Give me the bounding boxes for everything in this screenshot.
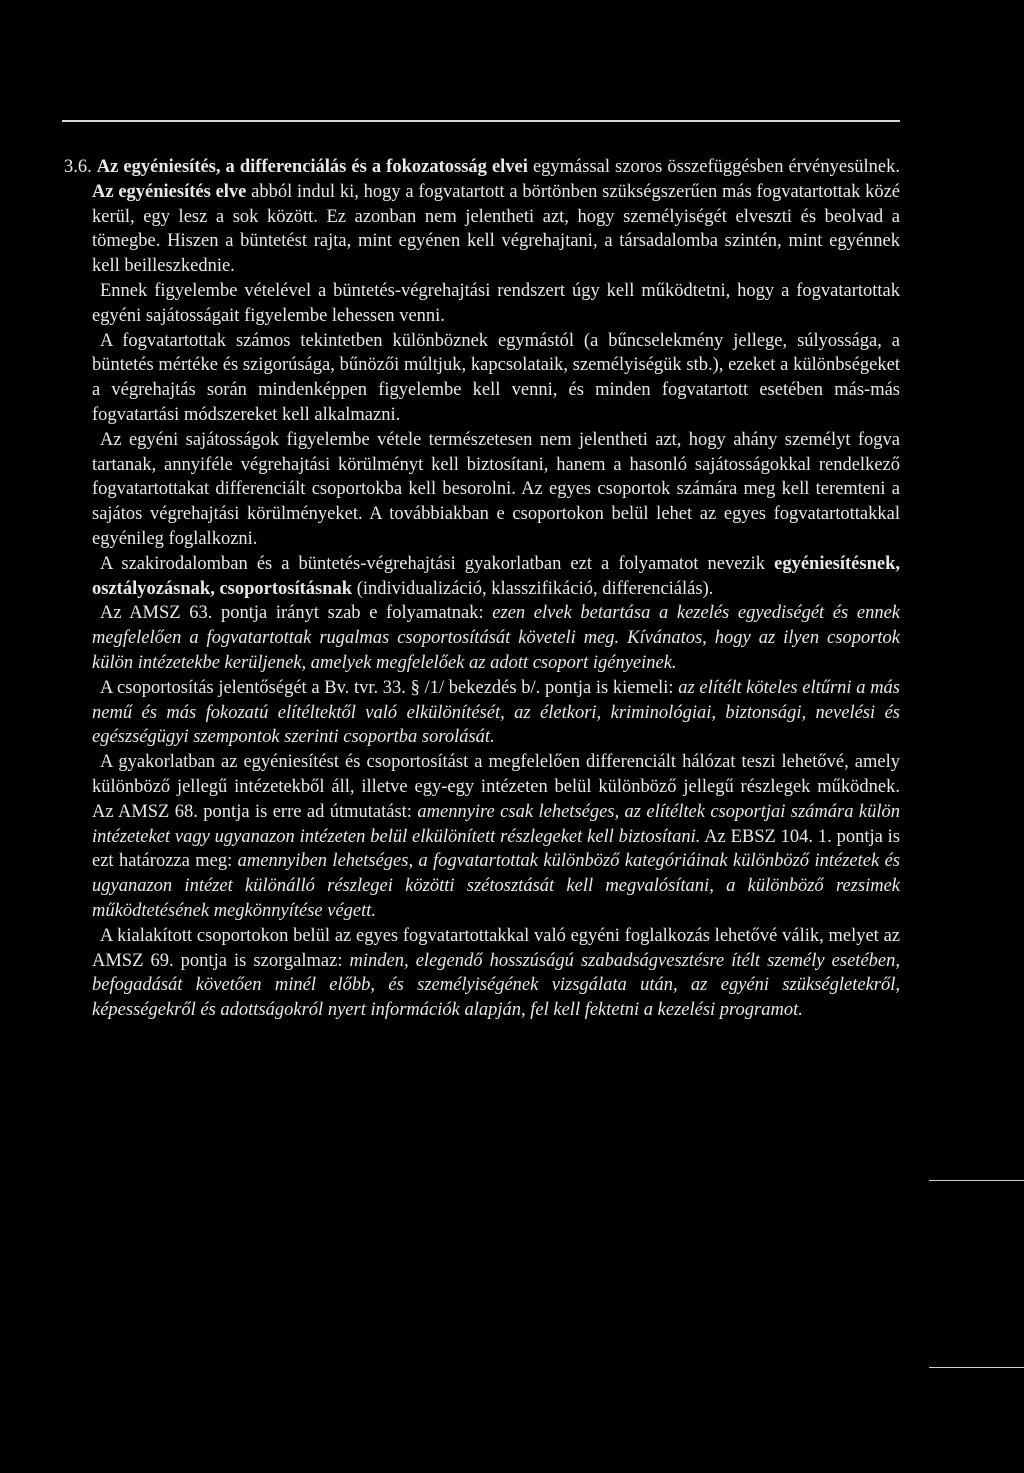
bold-term: Az egyéniesítés elve xyxy=(92,181,247,202)
text-span: A kialakított csoportokon belül az egyes fogvatartottakkal való egyéni foglalkozás lehetővé válik, melyet az AMSZ 69. pontja is szorgalmaz: xyxy=(92,925,900,971)
text-span: Az AMSZ 63. pontja irányt szab e folyamatnak: xyxy=(100,603,493,624)
text-span: abból indul ki, hogy a fogvatartott a börtönben szükségszerűen más fogvatartottak közé kerül, egy lesz a sok között. Ez azonban nem jelentheti azt, hogy személyiségét elveszti és beolvad a tömegbe. Hiszen a büntetést rajta, mint egyénen kell végrehajtani, a társadalomba szintén, mint egyénnek kell beilleszkednie. xyxy=(92,181,901,277)
paragraph: Az egyéni sajátosságok figyelembe vétele természetesen nem jelentheti azt, hogy ahány személyt fogva tartanak, annyiféle végrehajtási körülményt kell biztosítani, hanem a hasonló sajátosságokkal rendelkező fogvatartottakat differenciált csoportokba kell besorolni. Az egyes csoportok számára meg kell teremteni a sajátos végrehajtási körülményeket. A továbbiakban e csoportokon belül lehet az egyes fogvatartottakkal egyénileg foglalkozni. xyxy=(92,429,900,549)
paragraph xyxy=(92,601,900,675)
document-body xyxy=(64,155,901,1023)
paragraph xyxy=(92,924,900,1023)
paragraph xyxy=(92,676,900,750)
section-number: 3.6. xyxy=(64,157,92,177)
paragraph: A fogvatartottak számos tekintetben különböznek egymástól (a bűncselekmény jellege, súlyossága, a büntetés mértéke és szigorúsága, bűnözői múltjuk, kapcsolataik, személyiségük stb.), ezeket a különbségeket a végrehajtás során mindenképpen figyelembe kell venni, és minden fogvatartott esetében más-más fogvatartási módszereket kell alkalmazni. xyxy=(92,330,900,425)
side-rule xyxy=(929,1180,1024,1181)
paragraph xyxy=(92,552,900,602)
paragraph: Ennek figyelembe vételével a büntetés-végrehajtási rendszert úgy kell működtetni, hogy a fogvatartottak egyéni sajátosságait figyelembe lehessen venni. xyxy=(92,280,900,326)
text-span: Az EBSZ 104. 1. pontja is ezt határozza meg: xyxy=(92,826,900,872)
quote-italic: minden, elegendő hosszúságú szabadságvesztésre ítélt személy esetében, befogadását követően minél előbb, és személyiségének vizsgálata után, az egyéni szükségletekről, képességekről és adottságokról nyert információk alapján, fel kell fektetni a kezelési programot. xyxy=(92,950,900,1021)
top-rule xyxy=(62,120,900,122)
text-span: A gyakorlatban az egyéniesítést és csoportosítást a megfelelően differenciált hálózat teszi lehetővé, amely különböző jellegű intézetekből áll, illetve egy-egy intézeten belül különböző jellegű részlegek működnek. Az AMSZ 68. pontja is erre ad útmutatást: xyxy=(92,752,900,822)
quote-italic: ezen elvek betartása a kezelés egyediségét és ennek megfelelően a fogvatartottak rugalmas csoportosítását követeli meg. Kívánatos, hogy az ilyen csoportok külön intézetekbe kerüljenek, amelyek megfelelőek az adott csoport igényeinek. xyxy=(92,603,900,673)
paragraph xyxy=(92,750,900,924)
text-span: A szakirodalomban és a büntetés-végrehajtási gyakorlatban ezt a folyamatot nevezik xyxy=(100,553,775,574)
section-heading: Az egyéniesítés, a differenciálás és a fokozatosság elvei xyxy=(96,157,528,177)
side-rule xyxy=(929,1367,1024,1368)
text-span: egymással szoros összefüggésben érvényesülnek. xyxy=(527,157,900,177)
text-span: A csoportosítás jelentőségét a Bv. tvr. 33. § /1/ bekezdés b/. pontja is kiemeli: xyxy=(100,677,679,698)
bold-term: egyéniesítésnek, osztályozásnak, csoportosításnak xyxy=(92,553,900,599)
quote-italic: amennyiben lehetséges, a fogvatartottak különböző kategóriáinak különböző intézetek és ugyanazon intézet különálló részlegei közötti szétosztását kell megvalósítani, a különböző rezsimek működtetésének megkönnyítése végett. xyxy=(92,851,900,921)
paragraph-3-6 xyxy=(64,155,901,279)
text-span: (individualizáció, klasszifikáció, differenciálás). xyxy=(352,578,714,599)
quote-italic: amennyire csak lehetséges, az elítéltek csoportjai számára külön intézeteket vagy ugyanazon intézeten belül elkülönített részlegeket kell biztosítani. xyxy=(92,801,901,847)
quote-italic: az elítélt köteles eltűrni a más nemű és más fokozatú elítéltektől való elkülönítését, az életkori, kriminológiai, biztonsági, nevelési és egészségügyi szempontok szerinti csoportba sorolását. xyxy=(92,677,901,748)
